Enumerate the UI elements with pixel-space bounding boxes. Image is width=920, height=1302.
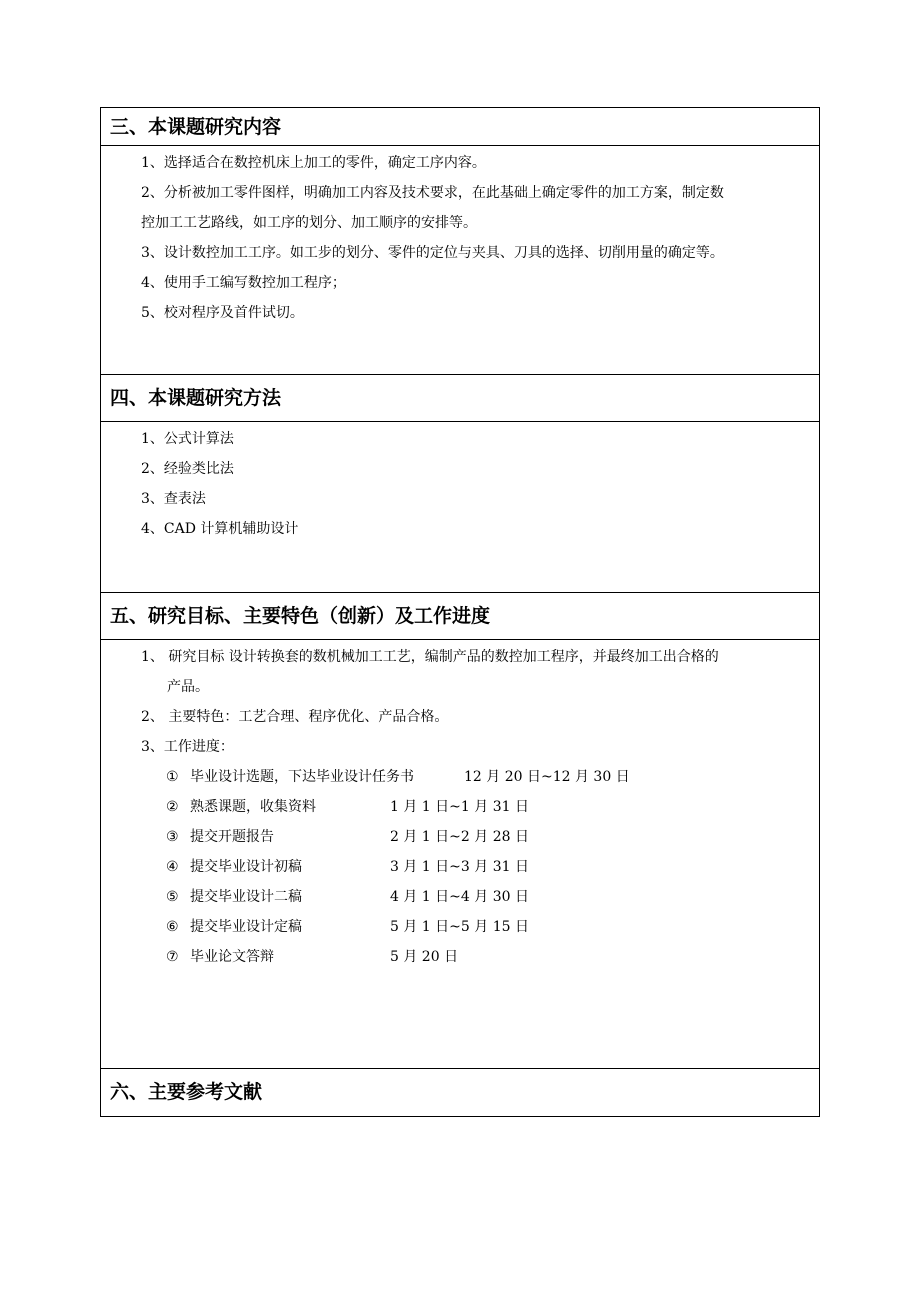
list-item: 3、设计数控加工工序。如工步的划分、零件的定位与夹具、刀具的选择、切削用量的确定等。 [141,245,724,261]
schedule-number: ⑦ [166,949,179,965]
schedule-item [109,762,811,792]
list-item: 1、选择适合在数控机床上加工的零件，确定工序内容。 [141,155,486,171]
schedule-desc: 提交开题报告 [190,829,274,845]
schedule-date: 4 月 1 日~4 月 30 日 [390,889,529,905]
list-item: 5、校对程序及首件试切。 [141,305,304,321]
schedule-number: ⑥ [166,919,179,935]
schedule-number: ① [166,769,179,785]
schedule-desc: 提交毕业设计初稿 [190,859,302,875]
list-item: 4、CAD 计算机辅助设计 [141,521,299,537]
schedule-date: 5 月 1 日~5 月 15 日 [390,919,529,935]
schedule-item [109,942,811,972]
section-6-header [101,1069,819,1116]
list-item: 2、经验类比法 [141,461,234,477]
proposal-table [100,107,820,1117]
goal-line-continuation: 产品。 [167,679,209,695]
schedule-number: ② [166,799,179,815]
section-4-body [101,422,819,593]
list-item: 2、分析被加工零件图样，明确加工内容及技术要求，在此基础上确定零件的加工方案，制定数 [141,185,724,201]
schedule-date: 1 月 1 日~1 月 31 日 [390,799,529,815]
list-item: 3、查表法 [141,491,206,507]
schedule-desc: 熟悉课题，收集资料 [190,799,316,815]
schedule-item [109,912,811,942]
feature-line: 2、 主要特色：工艺合理、程序优化、产品合格。 [141,709,449,725]
section-5-body [101,640,819,1069]
schedule-desc: 提交毕业设计二稿 [190,889,302,905]
schedule-item [109,822,811,852]
section-4-header [101,375,819,422]
schedule-desc: 毕业设计选题，下达毕业设计任务书 [190,769,414,785]
schedule-item [109,852,811,882]
list-item: 1、公式计算法 [141,431,234,447]
list-item: 4、使用手工编写数控加工程序； [141,275,346,291]
schedule-item [109,882,811,912]
schedule-date: 12 月 20 日~12 月 30 日 [464,769,630,785]
goal-line: 1、 研究目标 设计转换套的数机械加工工艺，编制产品的数控加工程序，并最终加工出合格的 [141,649,719,665]
section-3-header [101,108,819,146]
schedule-desc: 毕业论文答辩 [190,949,274,965]
section-3-body [101,146,819,375]
section-4-title: 四、本课题研究方法 [110,387,282,409]
schedule-number: ⑤ [166,889,179,905]
progress-label: 3、工作进度： [141,739,234,755]
section-6-title: 六、主要参考文献 [110,1081,263,1103]
schedule-date: 2 月 1 日~2 月 28 日 [390,829,529,845]
schedule-date: 5 月 20 日 [390,949,459,965]
schedule-number: ④ [166,859,179,875]
schedule-desc: 提交毕业设计定稿 [190,919,302,935]
section-5-title: 五、研究目标、主要特色（创新）及工作进度 [110,605,491,627]
section-3-title: 三、本课题研究内容 [110,116,282,138]
list-item-continuation: 控加工工艺路线，如工序的划分、加工顺序的安排等。 [141,215,477,231]
section-5-header [101,593,819,640]
schedule-number: ③ [166,829,179,845]
schedule-date: 3 月 1 日~3 月 31 日 [390,859,529,875]
schedule-item [109,792,811,822]
